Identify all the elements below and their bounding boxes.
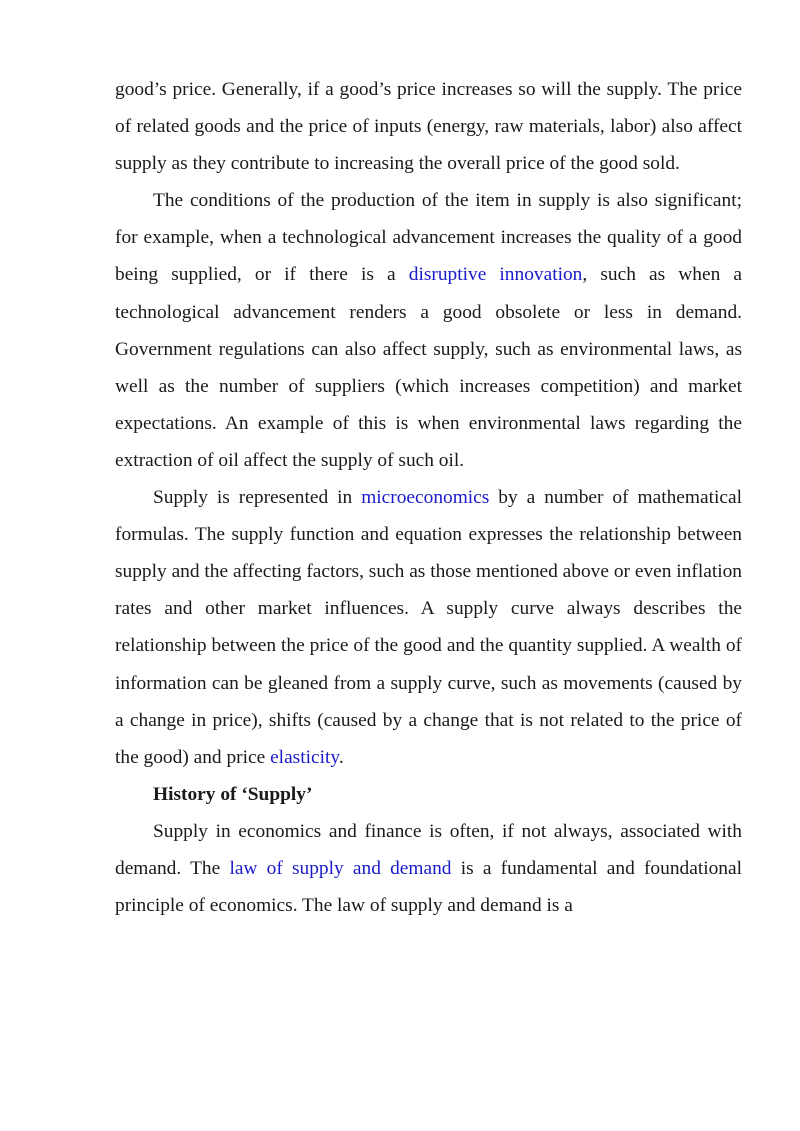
law-of-supply-and-demand-link[interactable]: law of supply and demand (229, 857, 452, 879)
elasticity-link[interactable]: elasticity (270, 746, 339, 768)
document-page (115, 71, 742, 924)
paragraph-text: good’s price. Generally, if a good’s price increases so will the supply. The price of related goods and the price of inputs (energy, raw materials, labor) also affect supply as they contribute to increasing the overall price of the good sold. (115, 79, 742, 175)
paragraph-text: The conditions of the production of the item in supply is also significant; for example, when a technological advancement increases the quality of a good being supplied, or if there is a (115, 190, 742, 286)
section-heading-history: History of ‘Supply’ (153, 783, 313, 805)
paragraph-text: by a number of mathematical formulas. The supply function and equation expresses the relationship between supply and the affecting factors, such as those mentioned above or even inflation rates and other market influences. A supply curve always describes the relationship between the price of the good and the quantity supplied. A wealth of information can be gleaned from a supply curve, such as movements (caused by a change in price), shifts (caused by a change that is not related to the price of the good) and price (115, 487, 742, 768)
paragraph-text: . (338, 746, 344, 768)
paragraph-text: Supply in economics and finance is often, if not always, associated with demand. The (115, 820, 742, 879)
microeconomics-link[interactable]: microeconomics (361, 487, 490, 509)
paragraph-text: Supply is represented in (153, 487, 362, 509)
disruptive-innovation-link[interactable]: disruptive innovation (408, 264, 583, 286)
paragraph-supply-factors (115, 71, 742, 182)
paragraph-history (115, 813, 742, 924)
paragraph-production-conditions (115, 182, 742, 479)
paragraph-text: , such as when a technological advancement renders a good obsolete or less in demand. Government regulations can also affect supply, such as environmental laws, as well as the number of suppliers (which increases competition) and market expectations. An example of this is when environmental laws regarding the extraction of oil affect the supply of such oil. (115, 264, 742, 471)
paragraph-microeconomics (115, 479, 742, 776)
paragraph-text: is a fundamental and foundational principle of economics. The law of supply and demand is a (115, 857, 742, 917)
